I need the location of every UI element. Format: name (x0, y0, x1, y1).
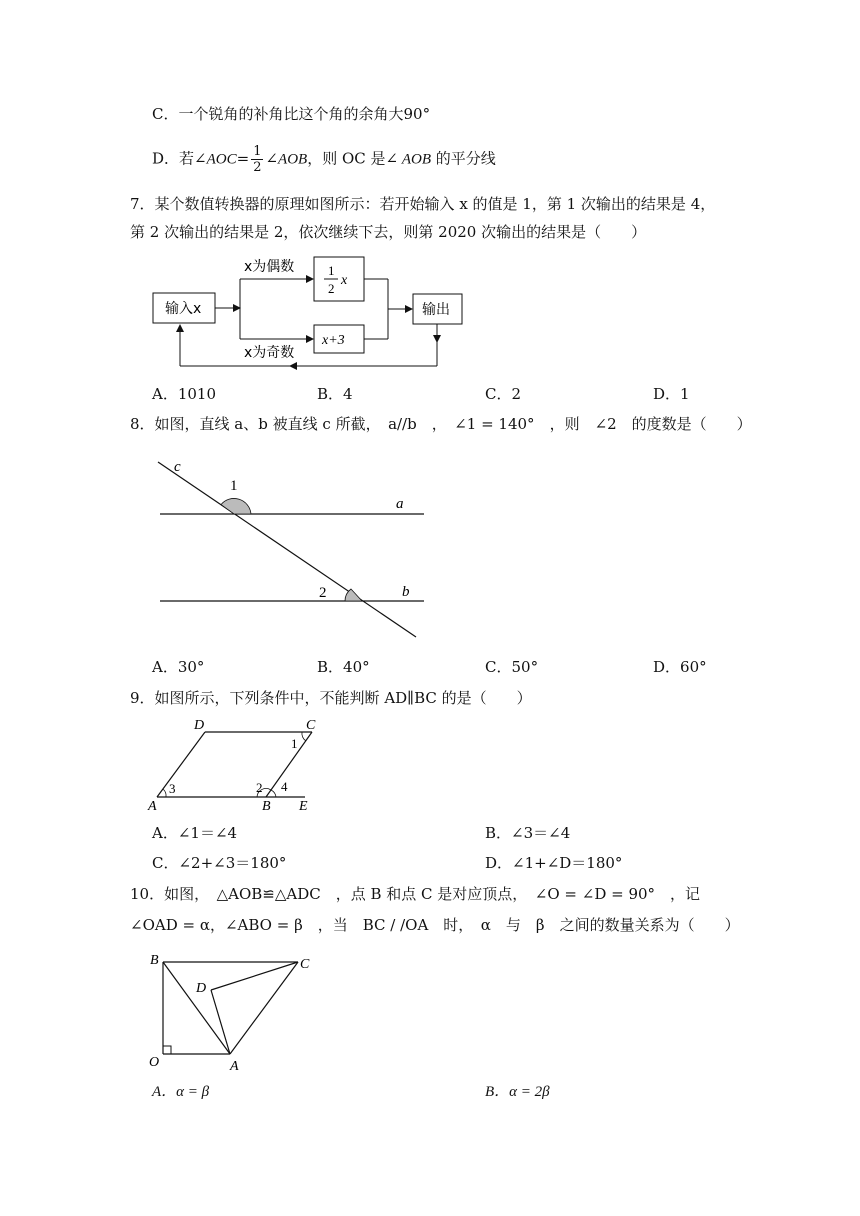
q8-option-d: D．60° (653, 658, 707, 676)
flow-half-den: 2 (328, 281, 335, 296)
q6-option-d-suffix: 的平分线 (431, 149, 496, 168)
q10-label-c: C (300, 957, 310, 972)
q7-stem-line2: 第 2 次输出的结果是 2，依次继续下去，则第 2020 次输出的结果是（ ） (130, 223, 647, 241)
q8-option-a: A．30° (152, 658, 205, 676)
q10-line-dc (211, 962, 298, 990)
q7-option-c: C．2 (485, 385, 522, 403)
q8-line-c (158, 462, 416, 637)
q8-label-2: 2 (319, 585, 327, 601)
q9-label-b: B (262, 799, 271, 814)
q8-option-c: C．50° (485, 658, 539, 676)
q6-option-d-mid: ，则 OC 是 (307, 149, 386, 168)
flow-even-label: x为偶数 (244, 259, 295, 275)
q10-line-da (211, 990, 230, 1054)
q10-stem-line1: 10．如图， △AOB≌△ADC ，点 B 和点 C 是对应顶点， ∠O = ∠D = 90° ，记 (130, 885, 701, 903)
q9-line-bc (266, 732, 312, 797)
q9-option-c: C．∠2+∠3＝180° (152, 854, 287, 872)
q9-label-4: 4 (281, 779, 288, 794)
q9-label-2: 2 (256, 780, 263, 795)
q10-right-angle-mark (163, 1046, 171, 1054)
flow-half-box (314, 257, 364, 301)
q9-label-3: 3 (169, 781, 176, 796)
flow-input-text: 输入x (165, 301, 202, 317)
q9-stem: 9．如图所示，下列条件中，不能判断 AD∥BC 的是（ ） (130, 689, 532, 707)
q8-option-b: B．40° (317, 658, 370, 676)
q8-label-1: 1 (230, 478, 238, 494)
q10-stem-line2: ∠OAD = α，∠ABO = β ，当 BC / /OA 时， α 与 β 之间的数量关系为（ ） (130, 916, 740, 934)
q9-angle1-arc (302, 732, 306, 741)
q8-angle1-arc (221, 498, 251, 514)
q10-line-ca (230, 962, 298, 1054)
q9-label-e: E (299, 799, 308, 814)
q6-option-d-angle: ∠ AOB (385, 151, 431, 168)
q9-label-a: A (148, 799, 157, 814)
q10-option-b: B．α = 2β (485, 1084, 550, 1100)
flow-half-num: 1 (328, 263, 335, 278)
q9-line-ad (157, 732, 205, 797)
q8-label-b: b (402, 584, 410, 600)
flow-half-var: x (341, 273, 348, 288)
q9-angle3-arc (163, 789, 166, 797)
q10-label-o: O (149, 1055, 160, 1070)
q10-label-b: B (150, 953, 159, 968)
flow-plus3-text: x+3 (322, 333, 345, 348)
q10-label-d: D (196, 981, 207, 996)
flow-output-text: 输出 (422, 302, 450, 318)
q9-option-d: D．∠1+∠D＝180° (485, 854, 623, 872)
q7-option-b: B．4 (317, 385, 353, 403)
flow-odd-label: x为奇数 (244, 345, 295, 361)
q9-option-a: A．∠1＝∠4 (152, 824, 238, 842)
q8-stem: 8．如图，直线 a、b 被直线 c 所截， a//b ， ∠1 = 140° ，则 ∠2 的度数是（ ） (130, 415, 752, 433)
q9-option-b: B．∠3＝∠4 (485, 824, 571, 842)
q6-option-c: C．一个锐角的补角比这个角的余角大90° (152, 105, 431, 123)
q6-option-d-rhs: ∠AOB (265, 151, 308, 168)
q6-frac-num: 1 (253, 144, 262, 159)
q8-label-a: a (396, 496, 404, 512)
q6-option-d-eq: = (236, 149, 250, 168)
q7-option-a: A．1010 (152, 385, 217, 403)
q9-label-1: 1 (291, 736, 298, 751)
q10-label-a: A (230, 1059, 239, 1074)
q7-option-d: D．1 (653, 385, 690, 403)
q7-stem-line1: 7．某个数值转换器的原理如图所示：若开始输入 x 的值是 1，第 1 次输出的结果是 4， (130, 195, 716, 213)
q8-label-c: c (174, 459, 181, 475)
q10-option-a: A．α = β (152, 1084, 210, 1100)
q6-option-d-lhs: ∠AOC (194, 151, 237, 168)
q9-angle4-arc (271, 790, 276, 797)
q10-line-ba (163, 962, 230, 1054)
q9-label-c: C (306, 718, 316, 733)
q6-frac-den: 2 (253, 160, 262, 175)
q9-label-d: D (194, 718, 205, 733)
q6-option-d-prefix: D．若 (152, 149, 195, 168)
